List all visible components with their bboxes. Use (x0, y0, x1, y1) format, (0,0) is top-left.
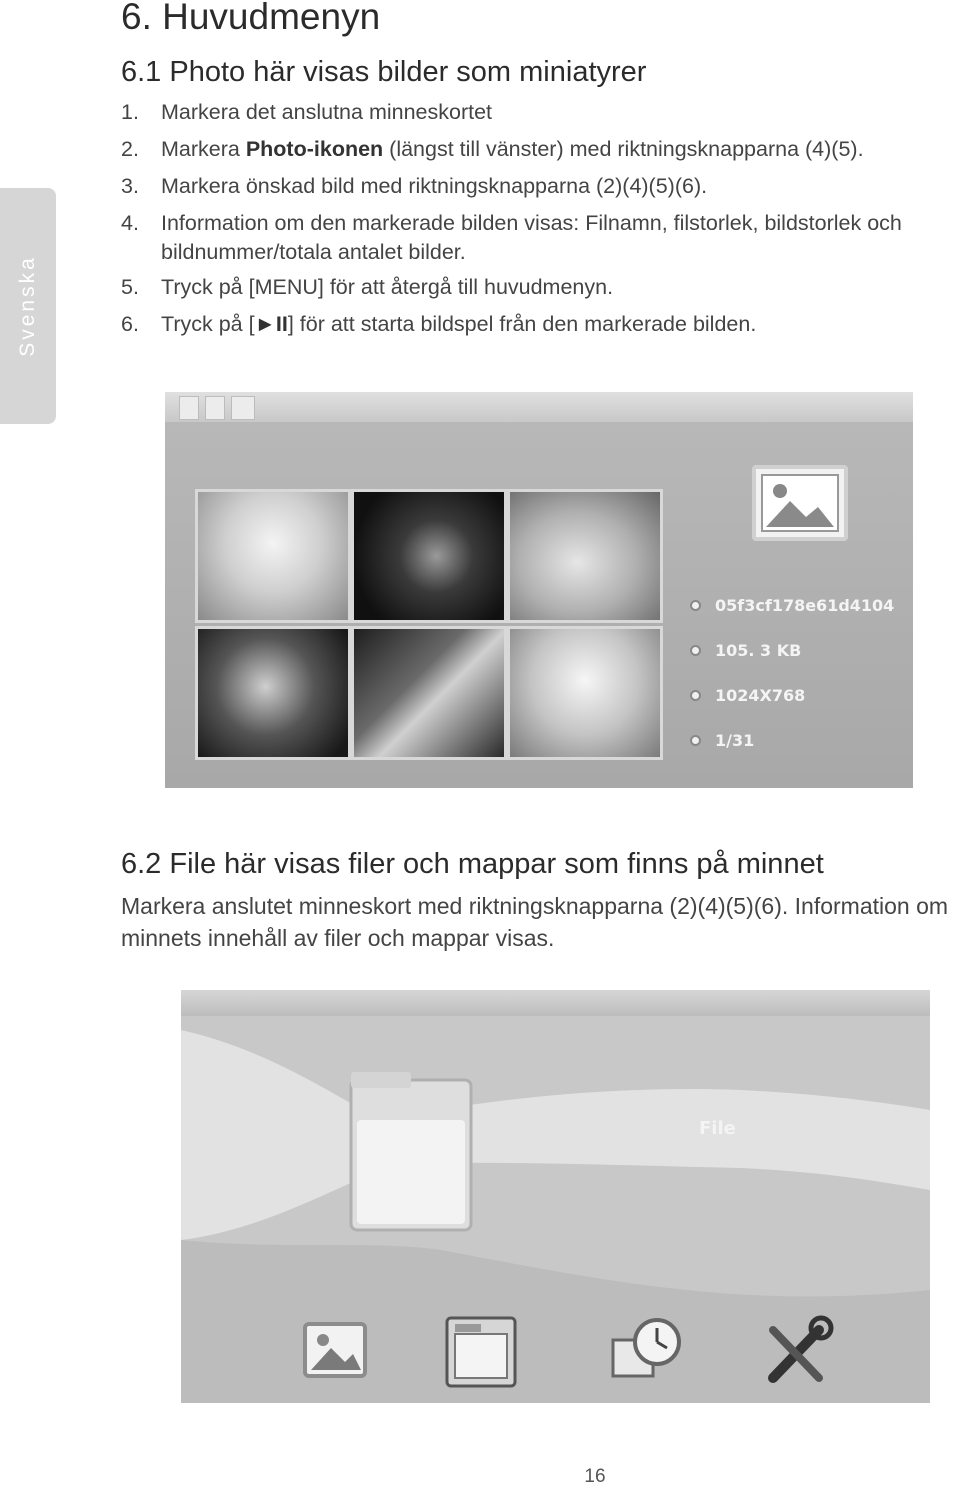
section-1-title: 6.1 Photo här visas bilder som miniatyrer (121, 56, 647, 88)
photo-icon (752, 465, 848, 541)
step-text: Information om den markerade bilden visas: Filnamn, filstorlek, bildstorlek och bildnummer/totala antalet bilder. (161, 211, 902, 264)
step-item (121, 98, 960, 127)
bullet-icon (690, 600, 701, 611)
step-item (121, 135, 960, 164)
step-number: 2. (121, 137, 139, 161)
step-item (121, 273, 960, 302)
info-filename-text: 05f3cf178e61d4104 (715, 595, 895, 615)
step-text-post: (längst till vänster) med riktningsknapparna (4)(5). (383, 137, 864, 161)
photo-menu-icon (293, 1312, 377, 1392)
step-item (121, 209, 960, 267)
step-text-pre: Tryck på [ (161, 312, 255, 336)
info-filesize-text: 105. 3 KB (715, 640, 802, 660)
language-label: Svenska (16, 255, 39, 357)
thumbnail (351, 626, 507, 760)
step-text-post: ] för att starta bildspel från den markerade bilden. (287, 312, 757, 336)
step-text: Markera önskad bild med riktningsknapparna (2)(4)(5)(6). (161, 174, 708, 198)
step-number: 4. (121, 211, 139, 235)
topbar-block (205, 396, 225, 420)
info-filesize (690, 637, 801, 663)
step-text-pre: Markera (161, 137, 246, 161)
thumbnail (195, 626, 351, 760)
play-pause-symbol: ►II (254, 312, 288, 336)
step-number: 1. (121, 100, 139, 124)
step-text: Tryck på [MENU] för att återgå till huvudmenyn. (161, 275, 614, 299)
page-number: 16 (584, 1466, 606, 1487)
info-index-text: 1/31 (715, 730, 755, 750)
thumbnail-image (510, 629, 660, 757)
photo-icon-graphic (756, 469, 844, 537)
thumbnail (195, 489, 351, 623)
info-filename (690, 592, 894, 618)
bullet-icon (690, 645, 701, 656)
steps-list (121, 98, 960, 347)
info-resolution (690, 682, 805, 708)
step-item (121, 172, 960, 201)
topbar-block (179, 396, 199, 420)
thumbnail-image (198, 629, 348, 757)
step-text (161, 312, 756, 336)
step-text: Markera det anslutna minneskortet (161, 100, 493, 124)
page-heading: 6. Huvudmenyn (121, 0, 381, 37)
step-number: 6. (121, 312, 139, 336)
info-index (690, 727, 754, 753)
info-resolution-text: 1024X768 (715, 685, 806, 705)
step-text-bold: Photo-ikonen (245, 137, 384, 161)
step-number: 5. (121, 275, 139, 299)
step-number: 3. (121, 174, 139, 198)
bullet-icon (690, 690, 701, 701)
photo-screenshot (165, 392, 913, 788)
file-label: File (699, 1118, 736, 1139)
section-2-text: Markera anslutet minneskort med riktningsknapparna (2)(4)(5)(6). Information om minnets innehåll av filer och mappar visas. (121, 893, 949, 951)
file-menu-icon (439, 1312, 523, 1392)
thumbnail-image (354, 492, 504, 620)
thumbnail (507, 489, 663, 623)
thumbnail (507, 626, 663, 760)
bullet-icon (690, 735, 701, 746)
thumbnail-image (510, 492, 660, 620)
calendar-clock-icon (605, 1312, 689, 1392)
screen-topbar (165, 392, 913, 422)
settings-tools-icon (757, 1312, 841, 1392)
thumbnail-image (354, 629, 504, 757)
thumbnail (351, 489, 507, 623)
step-item (121, 310, 960, 339)
language-side-tab (0, 188, 56, 424)
photo-small-icon (231, 396, 255, 420)
section-2-title: 6.2 File här visas filer och mappar som finns på minnet (121, 848, 824, 880)
file-screenshot (181, 990, 930, 1403)
thumbnail-image (198, 492, 348, 620)
step-text (161, 137, 864, 161)
